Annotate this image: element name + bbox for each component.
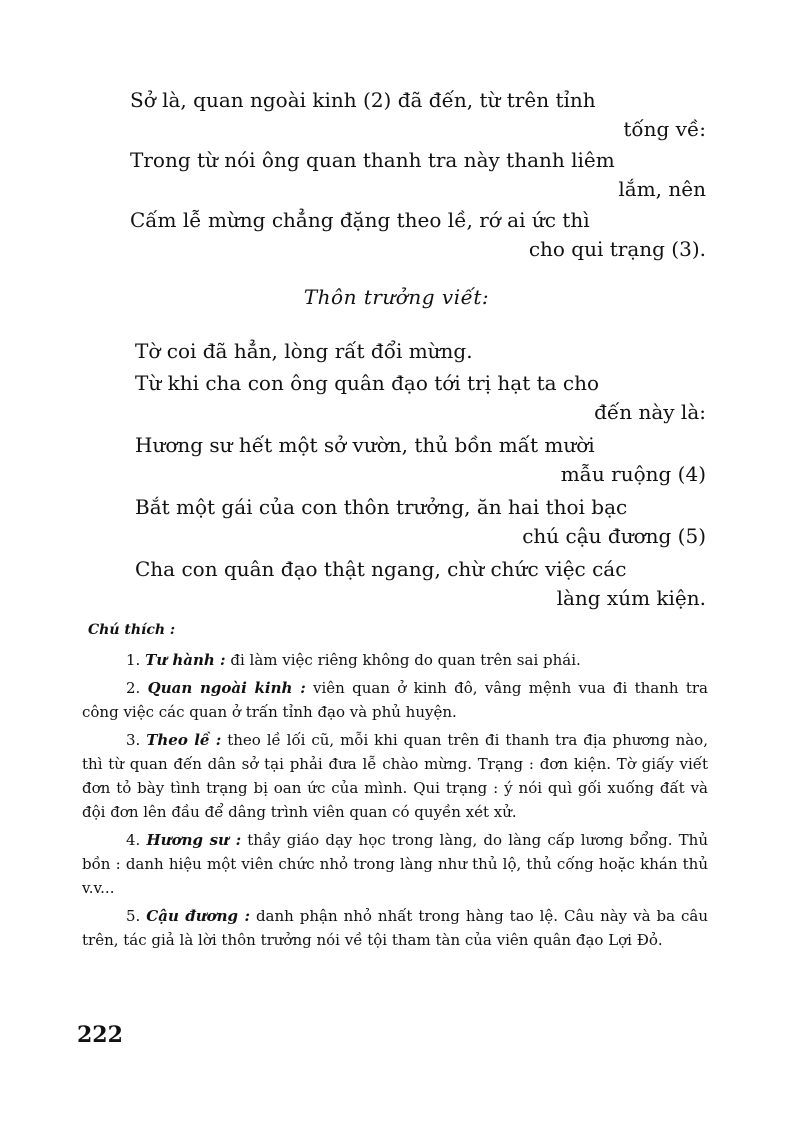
- verse-line-part2: mẫu ruộng (4): [560, 462, 706, 486]
- verse-line-part1: Bắt một gái của con thôn trưởng, ăn hai thoi bạc: [135, 495, 628, 519]
- verse-line: [135, 369, 706, 427]
- footnote: [82, 904, 708, 952]
- footnote-number: 5.: [126, 907, 141, 925]
- verse-line-part2: chú cậu đương (5): [522, 524, 706, 548]
- verse-line-part2: tống về:: [623, 117, 706, 141]
- footnote-text: đi làm việc riêng không do quan trên sai phái.: [225, 651, 581, 669]
- footnote-term: Cậu đương :: [146, 907, 250, 925]
- verse-line-part2: làng xúm kiện.: [556, 586, 706, 610]
- notes-title: Chú thích :: [88, 622, 176, 638]
- verse-line: [135, 431, 706, 489]
- verse-line-part2: đến này là:: [594, 400, 706, 424]
- verse-line-part1: Sở là, quan ngoài kinh (2) đã đến, từ trên tỉnh: [130, 88, 596, 112]
- verse-line: [130, 146, 706, 204]
- section-heading: Thôn trưởng viết:: [303, 285, 490, 309]
- verse-line: [135, 555, 706, 613]
- verse-line-part2: lắm, nên: [618, 177, 706, 201]
- verse-line-part1: Cha con quân đạo thật ngang, chừ chức việc các: [135, 557, 627, 581]
- footnote: [82, 648, 708, 672]
- footnote-term: Hương sư :: [146, 831, 242, 849]
- footnotes: [82, 648, 708, 956]
- footnote-text: viên quan ở kinh đô, vâng mệnh vua đi thanh tra công việc các quan ở trấn tỉnh đạo và phủ huyện.: [82, 679, 708, 721]
- footnote-term: Tư hành :: [145, 651, 226, 669]
- footnote-number: 1.: [126, 651, 141, 669]
- footnote-number: 3.: [126, 731, 141, 749]
- footnote: [82, 728, 708, 824]
- footnote-text: danh phận nhỏ nhất trong hàng tao lệ. Câu này và ba câu trên, tác giả là lời thôn trưởng nói về tội tham tàn của viên quân đạo Lợi Đỏ.: [82, 907, 708, 949]
- footnote-text: thầy giáo dạy học trong làng, do làng cấp lương bổng. Thủ bồn : danh hiệu một viên chức nhỏ trong làng như thủ lộ, thủ cống hoặc khán thủ v.v...: [82, 831, 708, 897]
- verse-line: [130, 86, 706, 144]
- verse-line: [135, 493, 706, 551]
- footnote-number: 4.: [126, 831, 141, 849]
- footnote: [82, 676, 708, 724]
- verse-line-part1: Hương sư hết một sở vườn, thủ bồn mất mười: [135, 433, 595, 457]
- verse-line-part1: Cấm lễ mừng chẳng đặng theo lề, rớ ai ức thì: [130, 208, 590, 232]
- footnote-term: Quan ngoài kinh :: [147, 679, 306, 697]
- footnote-number: 2.: [126, 679, 141, 697]
- verse-line: [130, 206, 706, 264]
- verse-line: [135, 337, 706, 366]
- verse-line-part1: Trong từ nói ông quan thanh tra này thanh liêm: [130, 148, 615, 172]
- footnote-term: Theo lề :: [146, 731, 222, 749]
- footnote: [82, 828, 708, 900]
- verse-line-part1: Từ khi cha con ông quân đạo tới trị hạt ta cho: [135, 371, 600, 395]
- footnote-text: theo lề lối cũ, mỗi khi quan trên đi thanh tra địa phương nào, thì từ quan đến dân sở tại phải đưa lễ chào mừng. Trạng : đơn kiện. Tờ giấy viết đơn tỏ bày tình trạng bị oan ức của mình. Qui trạng : ý nói quì gối xuống đất và đội đơn lên đầu để dâng trình viên quan có quyền xét xử.: [82, 731, 708, 821]
- page-number: 222: [77, 1022, 123, 1048]
- verse-line-part1: Tờ coi đã hẳn, lòng rất đổi mừng.: [135, 339, 473, 363]
- verse-line-part2: cho qui trạng (3).: [528, 237, 706, 261]
